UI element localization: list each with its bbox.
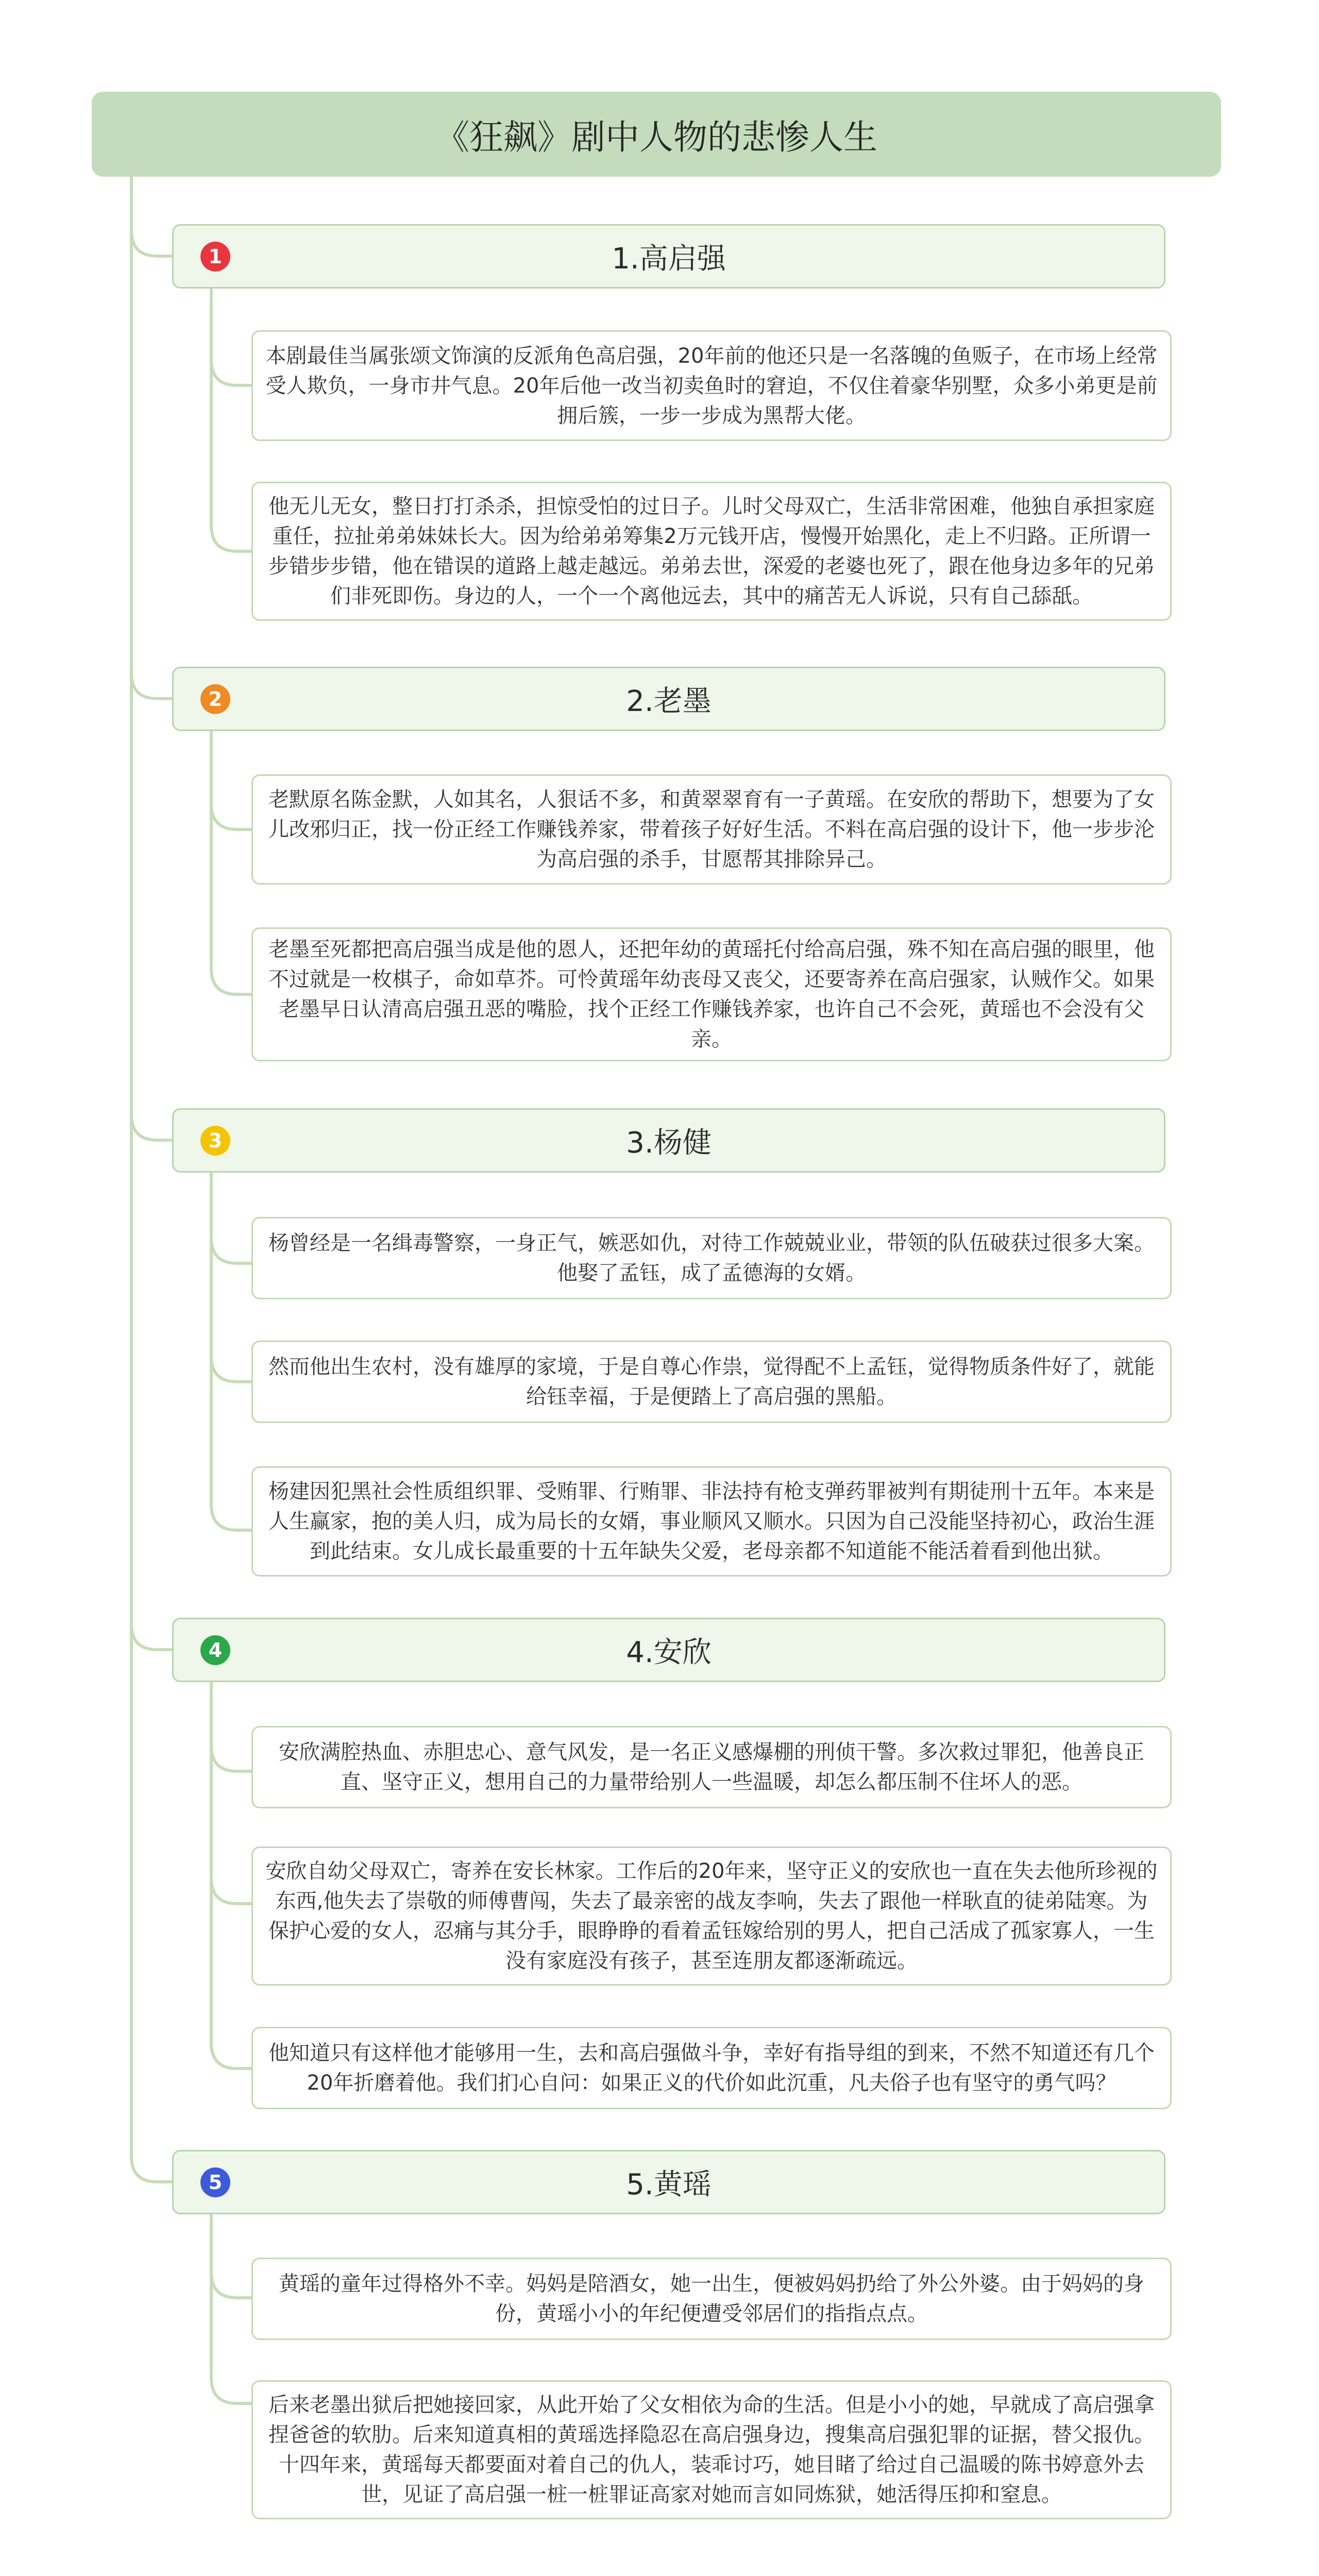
- topic-2[interactable]: [172, 667, 1165, 731]
- topic-3[interactable]: [172, 1108, 1165, 1173]
- note-text: 黄瑶的童年过得格外不幸。妈妈是陪酒女，她一出生，便被妈妈扔给了外公外婆。由于妈妈的身份，黄瑶小小的年纪便遭受邻居们的指指点点。: [279, 2272, 1144, 2326]
- note-text: 本剧最佳当属张颂文饰演的反派角色高启强，20年前的他还只是一名落魄的鱼贩子，在市场上经常受人欺负，一身市井气息。20年后他一改当初卖鱼时的窘迫，不仅住着豪华别墅，众多小弟更是前拥后簇，一步一步成为黑帮大佬。: [265, 344, 1158, 428]
- topic-label: 4.安欣: [626, 1635, 712, 1669]
- badge-5: 5: [200, 2167, 230, 2197]
- badge-3: 3: [200, 1126, 230, 1156]
- root-title[interactable]: 《狂飙》剧中人物的悲惨人生: [92, 92, 1221, 177]
- note-text: 杨建因犯黑社会性质组织罪、受贿罪、行贿罪、非法持有枪支弹药罪被判有期徒刑十五年。本来是人生赢家，抱的美人归，成为局长的女婿，事业顺风又顺水。只因为自己没能坚持初心，政治生涯到此结束。女儿成长最重要的十五年缺失父爱，老母亲都不知道能不能活着看到他出狱。: [268, 1480, 1155, 1563]
- note-text: 然而他出生农村，没有雄厚的家境，于是自尊心作祟，觉得配不上孟钰，觉得物质条件好了，就能给钰幸福，于是便踏上了高启强的黑船。: [268, 1355, 1155, 1409]
- note-3-1[interactable]: [251, 1217, 1172, 1299]
- note-text: 他知道只有这样他才能够用一生，去和高启强做斗争，幸好有指导组的到来，不然不知道还有几个20年折磨着他。我们扪心自问：如果正义的代价如此沉重，凡夫俗子也有坚守的勇气吗？: [268, 2041, 1155, 2095]
- topic-label: 2.老墨: [626, 684, 712, 718]
- badge-2: 2: [200, 684, 230, 714]
- note-4-2[interactable]: [251, 1846, 1172, 1986]
- note-text: 杨曾经是一名缉毒警察，一身正气，嫉恶如仇，对待工作兢兢业业，带领的队伍破获过很多大案。他娶了孟钰，成了孟德海的女婿。: [268, 1231, 1155, 1285]
- topic-5[interactable]: [172, 2150, 1165, 2214]
- topic-label: 1.高启强: [612, 242, 726, 276]
- topic-1[interactable]: [172, 224, 1165, 289]
- note-3-3[interactable]: [251, 1466, 1172, 1577]
- note-text: 安欣自幼父母双亡，寄养在安长林家。工作后的20年来，坚守正义的安欣也一直在失去他所珍视的东西,他失去了崇敬的师傅曹闯，失去了最亲密的战友李响，失去了跟他一样耿直的徒弟陆寒。为保护心爱的女人，忍痛与其分手，眼睁睁的看着孟钰嫁给别的男人，把自己活成了孤家寡人，一生没有家庭没有孩子，甚至连朋友都逐渐疏远。: [265, 1859, 1158, 1973]
- note-1-1[interactable]: [251, 330, 1172, 441]
- topic-label: 5.黄瑶: [626, 2167, 712, 2201]
- note-4-3[interactable]: [251, 2027, 1172, 2109]
- badge-1: 1: [200, 242, 230, 272]
- note-5-1[interactable]: [251, 2258, 1172, 2340]
- note-text: 安欣满腔热血、赤胆忠心、意气风发，是一名正义感爆棚的刑侦干警。多次救过罪犯，他善良正直、坚守正义，想用自己的力量带给别人一些温暖，却怎么都压制不住坏人的恶。: [279, 1740, 1144, 1794]
- note-2-2[interactable]: [251, 927, 1172, 1061]
- note-text: 老墨至死都把高启强当成是他的恩人，还把年幼的黄瑶托付给高启强，殊不知在高启强的眼里，他不过就是一枚棋子，命如草芥。可怜黄瑶年幼丧母又丧父，还要寄养在高启强家，认贼作父。如果老墨早日认清高启强丑恶的嘴脸，找个正经工作赚钱养家，也许自己不会死，黄瑶也不会没有父亲。: [268, 938, 1155, 1051]
- badge-4: 4: [200, 1635, 230, 1665]
- note-2-1[interactable]: [251, 774, 1172, 885]
- topic-4[interactable]: [172, 1618, 1165, 1682]
- note-text: 老默原名陈金默，人如其名，人狠话不多，和黄翠翠育有一子黄瑶。在安欣的帮助下，想要为了女儿改邪归正，找一份正经工作赚钱养家，带着孩子好好生活。不料在高启强的设计下，他一步步沦为高启强的杀手，甘愿帮其排除异己。: [268, 788, 1155, 871]
- topic-label: 3.杨健: [626, 1126, 712, 1160]
- note-4-1[interactable]: [251, 1726, 1172, 1808]
- note-3-2[interactable]: [251, 1341, 1172, 1423]
- note-1-2[interactable]: [251, 482, 1172, 621]
- note-5-2[interactable]: [251, 2380, 1172, 2519]
- note-text: 他无儿无女，整日打打杀杀，担惊受怕的过日子。儿时父母双亡，生活非常困难，他独自承担家庭重任，拉扯弟弟妹妹长大。因为给弟弟筹集2万元钱开店，慢慢开始黑化，走上不归路。正所谓一步错步步错，他在错误的道路上越走越远。弟弟去世，深爱的老婆也死了，跟在他身边多年的兄弟们非死即伤。身边的人，一个一个离他远去，其中的痛苦无人诉说，只有自己舔舐。: [268, 495, 1155, 608]
- note-text: 后来老墨出狱后把她接回家，从此开始了父女相依为命的生活。但是小小的她，早就成了高启强拿捏爸爸的软肋。后来知道真相的黄瑶选择隐忍在高启强身边，搜集高启强犯罪的证据，替父报仇。十四年来，黄瑶每天都要面对着自己的仇人，装乖讨巧，她目睹了给过自己温暖的陈书婷意外去世，见证了高启强一桩一桩罪证高家对她而言如同炼狱，她活得压抑和窒息。: [268, 2393, 1155, 2506]
